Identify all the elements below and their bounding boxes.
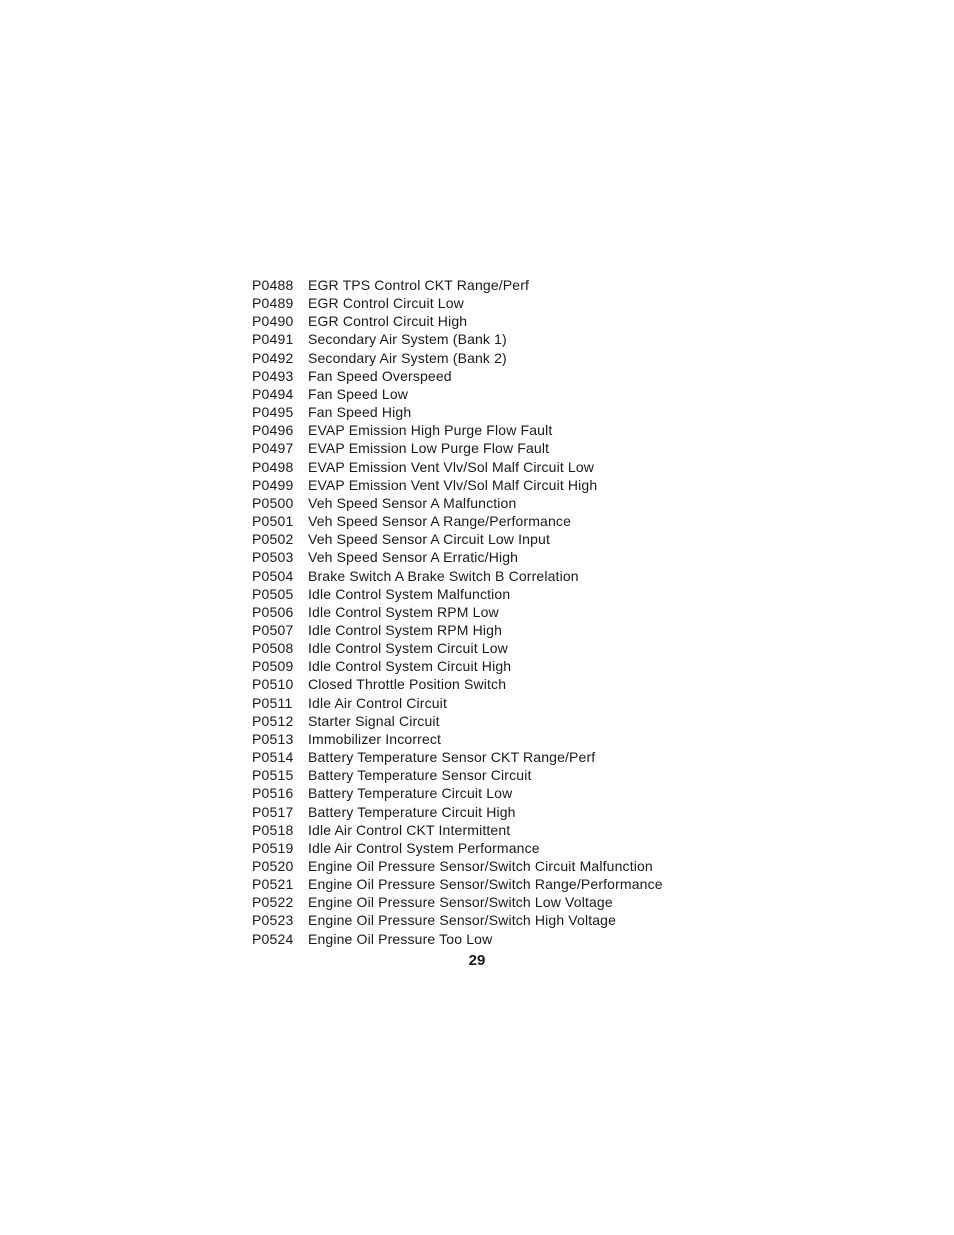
code-row xyxy=(252,367,663,385)
code-row xyxy=(252,603,663,621)
code-id: P0514 xyxy=(252,749,294,766)
code-row xyxy=(252,911,663,929)
code-row xyxy=(252,675,663,693)
code-description: Idle Control System Malfunction xyxy=(308,585,511,602)
code-id: P0498 xyxy=(252,458,294,475)
code-id: P0502 xyxy=(252,531,294,548)
code-row xyxy=(252,349,663,367)
code-id: P0511 xyxy=(252,694,293,711)
code-id: P0519 xyxy=(252,839,294,856)
code-description: Fan Speed High xyxy=(308,404,412,421)
code-description: Idle Control System Circuit High xyxy=(308,658,512,675)
code-description: Engine Oil Pressure Too Low xyxy=(308,930,493,947)
code-description: Battery Temperature Sensor Circuit xyxy=(308,767,532,784)
code-id: P0505 xyxy=(252,585,294,602)
code-row xyxy=(252,385,663,403)
code-description: Idle Air Control CKT Intermittent xyxy=(308,821,511,838)
code-description: Veh Speed Sensor A Malfunction xyxy=(308,494,517,511)
code-row xyxy=(252,294,663,312)
code-description: Idle Control System RPM Low xyxy=(308,603,499,620)
code-description: Battery Temperature Circuit Low xyxy=(308,785,513,802)
code-row xyxy=(252,403,663,421)
code-id: P0523 xyxy=(252,912,294,929)
code-description: EVAP Emission Low Purge Flow Fault xyxy=(308,440,550,457)
code-id: P0507 xyxy=(252,621,294,638)
code-id: P0521 xyxy=(252,876,294,893)
code-id: P0506 xyxy=(252,603,294,620)
code-row xyxy=(252,657,663,675)
code-description: Secondary Air System (Bank 1) xyxy=(308,331,507,348)
code-row xyxy=(252,712,663,730)
code-row xyxy=(252,839,663,857)
code-row xyxy=(252,530,663,548)
code-id: P0496 xyxy=(252,422,294,439)
code-row xyxy=(252,512,663,530)
code-id: P0524 xyxy=(252,930,294,947)
code-description: Fan Speed Low xyxy=(308,385,409,402)
code-row xyxy=(252,694,663,712)
code-description: Idle Air Control System Performance xyxy=(308,839,540,856)
code-row xyxy=(252,548,663,566)
code-id: P0497 xyxy=(252,440,294,457)
code-row xyxy=(252,458,663,476)
code-row xyxy=(252,893,663,911)
code-row xyxy=(252,312,663,330)
code-id: P0515 xyxy=(252,767,294,784)
code-description: EGR TPS Control CKT Range/Perf xyxy=(308,277,530,293)
code-description: Engine Oil Pressure Sensor/Switch High Voltage xyxy=(308,912,617,929)
code-description: Secondary Air System (Bank 2) xyxy=(308,349,507,366)
code-row xyxy=(252,875,663,893)
code-id: P0489 xyxy=(252,295,294,312)
code-row xyxy=(252,748,663,766)
code-description: Brake Switch A Brake Switch B Correlation xyxy=(308,567,579,584)
code-row xyxy=(252,621,663,639)
code-id: P0513 xyxy=(252,730,294,747)
code-id: P0510 xyxy=(252,676,294,693)
code-description: Idle Air Control Circuit xyxy=(308,694,447,711)
code-description: Veh Speed Sensor A Range/Performance xyxy=(308,513,572,530)
code-row xyxy=(252,821,663,839)
code-row xyxy=(252,803,663,821)
code-id: P0508 xyxy=(252,640,294,657)
code-description: EVAP Emission Vent Vlv/Sol Malf Circuit High xyxy=(308,476,598,493)
code-row xyxy=(252,857,663,875)
code-id: P0499 xyxy=(252,476,294,493)
code-row xyxy=(252,567,663,585)
code-row xyxy=(252,585,663,603)
code-id: P0491 xyxy=(252,331,294,348)
code-description: Idle Control System RPM High xyxy=(308,621,503,638)
code-id: P0503 xyxy=(252,549,294,566)
code-description: Engine Oil Pressure Sensor/Switch Circuit Malfunction xyxy=(308,858,653,874)
code-description: EVAP Emission High Purge Flow Fault xyxy=(308,422,553,439)
code-description: Veh Speed Sensor A Circuit Low Input xyxy=(308,531,550,548)
code-row xyxy=(252,439,663,457)
code-row xyxy=(252,494,663,512)
code-id: P0512 xyxy=(252,712,294,729)
code-row xyxy=(252,330,663,348)
code-id: P0509 xyxy=(252,658,294,675)
code-row xyxy=(252,784,663,802)
code-row xyxy=(252,276,663,294)
code-description: Engine Oil Pressure Sensor/Switch Range/Performance xyxy=(308,876,663,893)
code-id: P0518 xyxy=(252,821,294,838)
code-row xyxy=(252,639,663,657)
code-description: Engine Oil Pressure Sensor/Switch Low Voltage xyxy=(308,894,613,911)
code-id: P0516 xyxy=(252,785,294,802)
code-id: P0522 xyxy=(252,894,294,911)
code-description: Battery Temperature Sensor CKT Range/Perf xyxy=(308,749,596,766)
code-description: Veh Speed Sensor A Erratic/High xyxy=(308,549,519,566)
code-id: P0520 xyxy=(252,858,294,874)
code-id: P0495 xyxy=(252,404,294,421)
code-id: P0488 xyxy=(252,277,294,293)
code-description: Battery Temperature Circuit High xyxy=(308,803,516,820)
code-description: EGR Control Circuit Low xyxy=(308,295,464,312)
code-id: P0494 xyxy=(252,385,294,402)
code-row xyxy=(252,730,663,748)
code-description: EGR Control Circuit High xyxy=(308,313,468,330)
code-description: EVAP Emission Vent Vlv/Sol Malf Circuit Low xyxy=(308,458,595,475)
code-row xyxy=(252,766,663,784)
code-id: P0504 xyxy=(252,567,294,584)
code-row xyxy=(252,930,663,948)
code-row xyxy=(252,476,663,494)
code-description: Idle Control System Circuit Low xyxy=(308,640,508,657)
code-description: Immobilizer Incorrect xyxy=(308,730,442,747)
code-row xyxy=(252,421,663,439)
code-id: P0493 xyxy=(252,367,294,384)
page-number: 29 xyxy=(468,952,486,969)
code-id: P0517 xyxy=(252,803,294,820)
trouble-code-list xyxy=(252,276,663,948)
code-id: P0501 xyxy=(252,513,294,530)
code-id: P0492 xyxy=(252,349,294,366)
code-description: Fan Speed Overspeed xyxy=(308,367,452,384)
code-description: Closed Throttle Position Switch xyxy=(308,676,507,693)
code-id: P0490 xyxy=(252,313,294,330)
code-id: P0500 xyxy=(252,494,294,511)
code-description: Starter Signal Circuit xyxy=(308,712,440,729)
